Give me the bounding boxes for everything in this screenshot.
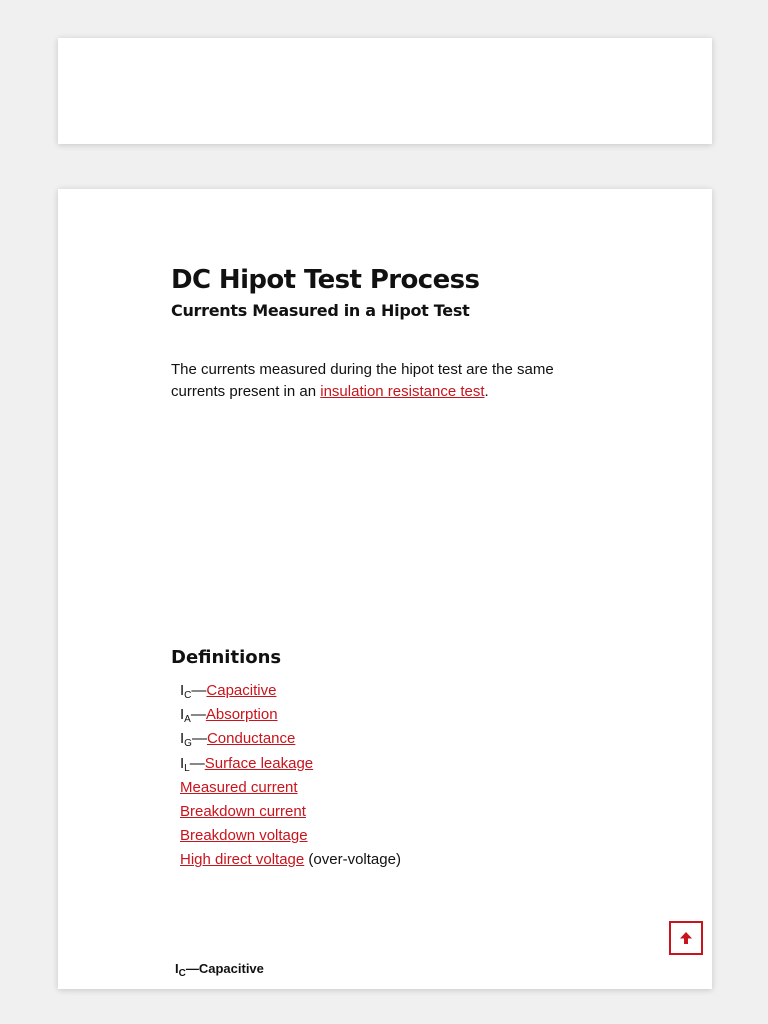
definition-item <box>180 800 401 824</box>
intro-paragraph <box>171 359 571 403</box>
dash: — <box>191 682 207 699</box>
capacitive-link[interactable]: Capacitive <box>206 682 277 699</box>
back-to-top-button[interactable] <box>669 921 703 955</box>
high-direct-voltage-link[interactable]: High direct voltage <box>180 851 305 869</box>
current-subscript: L <box>184 762 190 774</box>
section-label: —Capacitive <box>185 961 264 976</box>
breakdown-voltage-link[interactable]: Breakdown voltage <box>180 827 308 845</box>
section-symbol: I <box>175 961 179 976</box>
surface-leakage-link[interactable]: Surface leakage <box>204 754 314 772</box>
intro-text: The currents measured during the hipot test are the same currents present in an <box>171 361 554 400</box>
current-subscript: G <box>184 738 192 750</box>
dash: — <box>190 706 206 724</box>
intro-end: . <box>484 383 489 400</box>
page-subtitle: Currents Measured in a Hipot Test <box>171 301 470 320</box>
definitions-heading: Definitions <box>171 647 282 668</box>
capacitive-section-heading <box>175 961 264 979</box>
definitions-list <box>180 679 401 873</box>
definition-item <box>180 848 401 872</box>
current-symbol: I <box>180 754 185 772</box>
dash: — <box>191 730 207 748</box>
current-subscript: A <box>184 714 191 726</box>
dash: — <box>189 754 205 772</box>
conductance-link[interactable]: Conductance <box>206 730 296 748</box>
page-title: DC Hipot Test Process <box>171 265 480 295</box>
definition-item <box>180 752 401 776</box>
insulation-resistance-test-link[interactable]: insulation resistance test <box>320 383 485 400</box>
definition-item <box>180 776 401 800</box>
current-symbol: I <box>180 730 185 748</box>
current-symbol: I <box>180 706 185 724</box>
previous-content-card <box>58 38 712 144</box>
current-subscript: C <box>184 690 192 701</box>
definition-item <box>180 703 401 727</box>
definition-suffix: (over-voltage) <box>304 851 401 869</box>
current-symbol: I <box>180 682 185 699</box>
section-subscript: C <box>178 968 186 979</box>
definition-item <box>180 679 401 703</box>
definition-item <box>180 727 401 751</box>
measured-current-link[interactable]: Measured current <box>180 778 298 796</box>
absorption-link[interactable]: Absorption <box>205 706 278 724</box>
content-card <box>58 189 712 989</box>
breakdown-current-link[interactable]: Breakdown current <box>180 802 306 820</box>
arrow-up-icon <box>679 931 693 945</box>
definition-item <box>180 824 401 848</box>
